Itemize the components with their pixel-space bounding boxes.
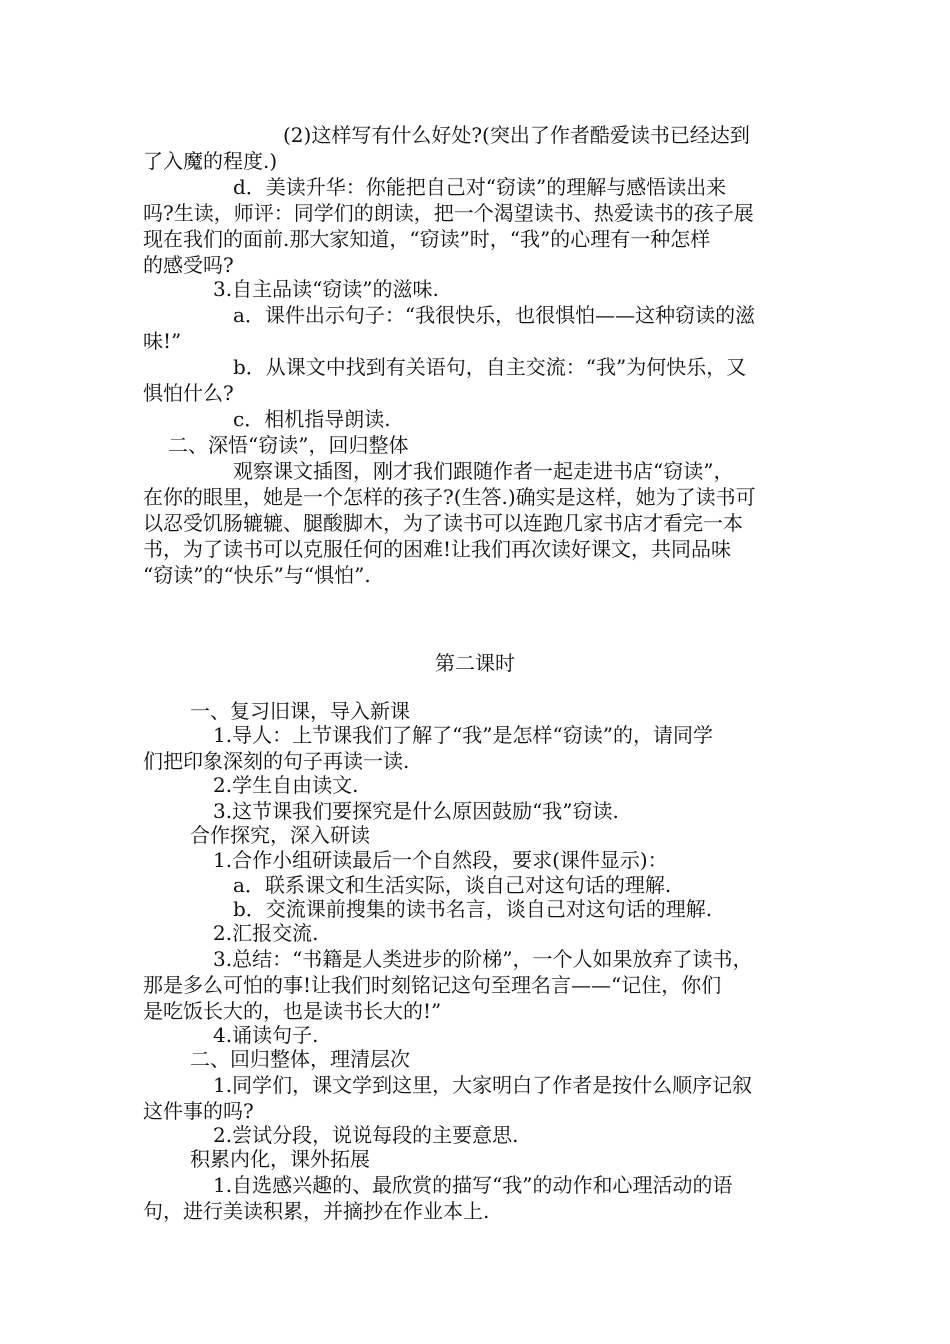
text-line: c．相机指导朗读. bbox=[233, 407, 391, 431]
text-line: 2.学生自由读文. bbox=[213, 773, 359, 797]
text-line: 4.诵读句子. bbox=[213, 1023, 319, 1047]
section-heading: 二、深悟“窃读”，回归整体 bbox=[168, 433, 409, 457]
text-line: 2.尝试分段，说说每段的主要意思. bbox=[213, 1123, 519, 1147]
section-heading: 二、回归整体，理清层次 bbox=[190, 1047, 410, 1071]
text-line: “窃读”的“快乐”与“惧怕”. bbox=[143, 563, 371, 587]
text-line: 观察课文插图，刚才我们跟随作者一起走进书店“窃读”， bbox=[233, 459, 734, 483]
text-line: 3.这节课我们要探究是什么原因鼓励“我”窃读. bbox=[213, 799, 619, 823]
text-line: 这件事的吗? bbox=[143, 1099, 254, 1123]
text-line: 们把印象深刻的句子再读一读. bbox=[143, 749, 410, 773]
text-line: a．课件出示句子：“我很快乐，也很惧怕——这种窃读的滋 bbox=[233, 303, 756, 327]
lesson-title: 第二课时 bbox=[435, 651, 515, 675]
text-line: b．从课文中找到有关语句，自主交流：“我”为何快乐，又 bbox=[233, 355, 747, 379]
text-line: 是吃饭长大的，也是读书长大的!” bbox=[143, 999, 442, 1023]
text-line: 以忍受饥肠辘辘、腿酸脚木，为了读书可以连跑几家书店才看完一本 bbox=[143, 511, 743, 535]
text-line: 惧怕什么? bbox=[143, 381, 234, 405]
text-line: 3.自主品读“窃读”的滋味. bbox=[213, 277, 439, 301]
text-line: (2)这样写有什么好处?(突出了作者酷爱读书已经达到 bbox=[283, 123, 750, 147]
text-line: 1.导人：上节课我们了解了“我”是怎样“窃读”的，请同学 bbox=[213, 723, 713, 747]
text-line: 现在我们的面前.那大家知道，“窃读”时，“我”的心理有一种怎样 bbox=[143, 227, 711, 251]
text-line: 吗?生读，师评：同学们的朗读，把一个渴望读书、热爱读书的孩子展 bbox=[143, 201, 754, 225]
text-line: 句，进行美读积累，并摘抄在作业本上. bbox=[143, 1199, 490, 1223]
text-line: 1.同学们，课文学到这里，大家明白了作者是按什么顺序记叙 bbox=[213, 1073, 753, 1097]
text-line: 书，为了读书可以克服任何的困难!让我们再次读好课文，共同品味 bbox=[143, 537, 732, 561]
text-line: 1.自选感兴趣的、最欣赏的描写“我”的动作和心理活动的语 bbox=[213, 1173, 733, 1197]
section-heading: 积累内化，课外拓展 bbox=[190, 1147, 370, 1171]
text-line: 那是多么可怕的事!让我们时刻铭记这句至理名言——“记住，你们 bbox=[143, 973, 722, 997]
text-line: a．联系课文和生活实际，谈自己对这句话的理解. bbox=[233, 873, 672, 897]
text-line: 2.汇报交流. bbox=[213, 921, 319, 945]
text-line: 3.总结：“书籍是人类进步的阶梯”，一个人如果放弃了读书， bbox=[213, 947, 753, 971]
text-line: 了入魔的程度.) bbox=[143, 149, 278, 173]
text-line: 的感受吗? bbox=[143, 253, 234, 277]
text-line: 味!” bbox=[143, 329, 182, 353]
section-heading: 一、复习旧课，导入新课 bbox=[190, 699, 410, 723]
section-heading: 合作探究，深入研读 bbox=[190, 823, 370, 847]
text-line: 1.合作小组研读最后一个自然段，要求(课件显示)： bbox=[213, 848, 668, 872]
text-line: b．交流课前搜集的读书名言，谈自己对这句话的理解. bbox=[233, 897, 713, 921]
text-line: d．美读升华：你能把自己对“窃读”的理解与感悟读出来 bbox=[233, 175, 727, 199]
text-line: 在你的眼里，她是一个怎样的孩子?(生答.)确实是这样，她为了读书可 bbox=[143, 485, 756, 509]
